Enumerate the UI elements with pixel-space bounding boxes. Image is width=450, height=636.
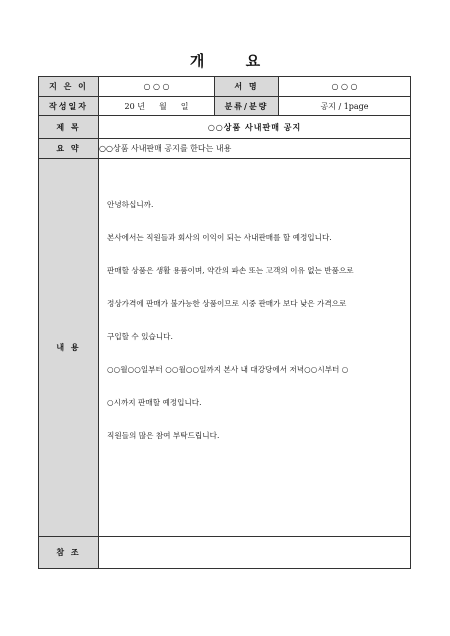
overview-form-table xyxy=(38,76,411,569)
subject-value[interactable]: ○○상품 사내판매 공지 xyxy=(99,116,411,139)
author-value[interactable]: ○ ○ ○ xyxy=(99,77,215,97)
content-line: ○시까지 판매할 예정입니다. xyxy=(107,398,202,407)
summary-value[interactable]: ○○상품 사내판매 공지를 한다는 내용 xyxy=(99,139,411,159)
date-label: 작성일자 xyxy=(39,97,99,116)
date-row xyxy=(39,97,411,116)
content-line: 본사에서는 직원들과 회사의 이익이 되는 사내판매를 할 예정입니다. xyxy=(107,233,332,242)
content-line: 구입할 수 있습니다. xyxy=(107,332,173,341)
date-month: 월 xyxy=(158,101,167,111)
content-line: 정상가격에 판매가 불가능한 상품이므로 시중 판매가 보다 낮은 가격으로 xyxy=(107,299,347,308)
content-line: 판매할 상품은 생활 용품이며, 약간의 파손 또는 고객의 이유 없는 반품으로 xyxy=(107,266,354,275)
document-title: 개 요 xyxy=(189,52,279,70)
date-day: 일 xyxy=(180,101,189,111)
subject-label: 제 목 xyxy=(39,116,99,139)
summary-row xyxy=(39,139,411,159)
content-row xyxy=(39,159,411,537)
author-label: 지 은 이 xyxy=(39,77,99,97)
content-line: 안녕하십니까. xyxy=(107,200,154,209)
date-value[interactable] xyxy=(99,97,215,116)
date-year: 20 년 xyxy=(124,101,145,111)
author-row xyxy=(39,77,411,97)
content-line: ○○월○○일부터 ○○월○○일까지 본사 내 대강당에서 저녁○○시부터 ○ xyxy=(107,365,349,374)
content-label: 내 용 xyxy=(39,159,99,537)
signature-label: 서 명 xyxy=(215,77,279,97)
category-value[interactable]: 공지 / 1page xyxy=(279,97,411,116)
signature-value[interactable]: ○ ○ ○ xyxy=(279,77,411,97)
reference-label: 참 조 xyxy=(39,537,99,569)
summary-label: 요 약 xyxy=(39,139,99,159)
content-line: 직원들의 많은 참여 부탁드립니다. xyxy=(107,431,220,440)
content-text xyxy=(99,159,410,441)
category-label: 분류/분량 xyxy=(215,97,279,116)
subject-row xyxy=(39,116,411,139)
reference-value[interactable] xyxy=(99,537,411,569)
reference-row xyxy=(39,537,411,569)
content-body[interactable] xyxy=(99,159,411,537)
